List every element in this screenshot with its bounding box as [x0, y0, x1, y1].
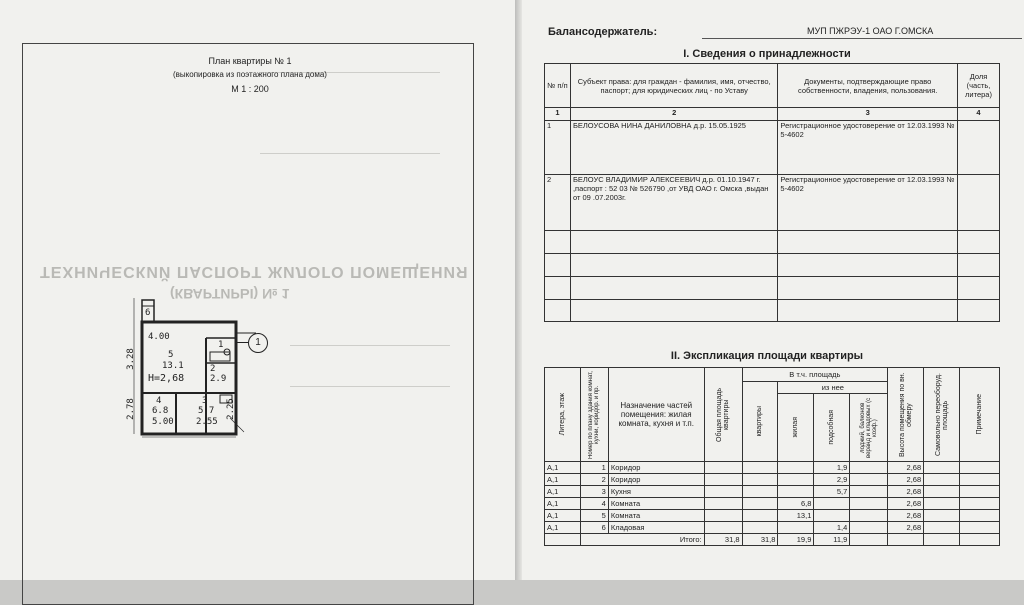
area-col-aux: [814, 394, 850, 462]
page-fold: [515, 0, 522, 580]
area-col-litera: [545, 368, 581, 462]
area-height: 2,68: [888, 486, 924, 498]
area-purpose: Комната: [608, 498, 704, 510]
area-col-total: [704, 368, 742, 462]
ownership-col-share: Доля (часть, литера): [958, 64, 1000, 108]
area-total-empty: [545, 534, 581, 546]
axis-leader: [236, 342, 248, 343]
area-apartment: [742, 486, 778, 498]
area-total: [704, 462, 742, 474]
area-apartment: [742, 462, 778, 474]
holder-value: МУП ПЖРЭУ-1 ОАО Г.ОМСКА: [807, 26, 934, 36]
plan-room4-area: 6.8: [152, 406, 169, 416]
area-row: [545, 498, 1000, 510]
plan-dim-top: 4.00: [148, 332, 170, 342]
area-note: [960, 462, 1000, 474]
area-num: 5: [580, 510, 608, 522]
area-apartment: [742, 510, 778, 522]
area-col-room-num: [580, 368, 608, 462]
ownership-row: [545, 121, 1000, 175]
ownership-table: [544, 63, 1000, 322]
area-loggia: [850, 462, 888, 474]
area-purpose: Кухня: [608, 486, 704, 498]
left-page: [0, 0, 515, 580]
area-total-empty: [960, 534, 1000, 546]
area-col-apartment: [742, 382, 778, 462]
area-litera: А,1: [545, 510, 581, 522]
area-col-loggia-label: лоджий, балконов веранд и кладовых (с коэф.): [859, 397, 878, 458]
ownership-empty-row: [545, 254, 1000, 277]
area-total-total: 31,8: [704, 534, 742, 546]
area-aux: 5,7: [814, 486, 850, 498]
ownership-header-row: [545, 64, 1000, 108]
area-unauth: [924, 498, 960, 510]
area-living: [778, 486, 814, 498]
area-litera: А,1: [545, 486, 581, 498]
area-apartment: [742, 474, 778, 486]
area-aux: 1,4: [814, 522, 850, 534]
area-col-unauth: [924, 368, 960, 462]
holder-underline: [702, 38, 1022, 39]
ownership-col-docs: Документы, подтверждающие право собственности, владения, пользования.: [778, 64, 958, 108]
area-loggia: [850, 474, 888, 486]
area-note: [960, 522, 1000, 534]
area-height: 2,68: [888, 522, 924, 534]
area-living: 13,1: [778, 510, 814, 522]
area-num: 1: [580, 462, 608, 474]
area-total-apartment: 31,8: [742, 534, 778, 546]
area-col-unauth-label: Самовольно переоборуд. площадь: [934, 373, 949, 456]
ownership-col-num: № п/п: [545, 64, 571, 108]
ownership-num: 1: [545, 121, 571, 175]
plan-room5-height: Н=2,68: [148, 373, 185, 384]
floor-plan: [126, 288, 266, 438]
plan-dim-left-upper: 3.28: [125, 348, 136, 370]
area-height: 2,68: [888, 510, 924, 522]
area-col-of-which: из нее: [778, 382, 888, 394]
area-row: [545, 486, 1000, 498]
area-loggia: [850, 522, 888, 534]
area-unauth: [924, 522, 960, 534]
plan-room3-num: 3: [202, 396, 208, 406]
plan-subtitle: (выкопировка из поэтажного плана дома): [173, 70, 327, 79]
area-num: 4: [580, 498, 608, 510]
area-total: [704, 498, 742, 510]
ownership-colnum: 4: [958, 108, 1000, 121]
area-unauth: [924, 486, 960, 498]
area-row: [545, 522, 1000, 534]
area-unauth: [924, 462, 960, 474]
area-num: 6: [580, 522, 608, 534]
area-height: 2,68: [888, 474, 924, 486]
area-purpose: Коридор: [608, 474, 704, 486]
plan-dim-right: 2.25: [225, 398, 236, 420]
ownership-subject: БЕЛОУС ВЛАДИМИР АЛЕКСЕЕВИЧ д.р. 01.10.1947 г. ,паспорт : 52 03 № 526790 ,от УВД ОАО г. Омска ,выдан от 09 .07.2003г.: [570, 175, 777, 231]
area-total-empty: [888, 534, 924, 546]
area-col-living-label: жилая: [792, 417, 800, 438]
ownership-share: [958, 175, 1000, 231]
area-aux: 2,9: [814, 474, 850, 486]
ownership-num: 2: [545, 175, 571, 231]
plan-room3-area: 5.7: [198, 406, 215, 416]
area-litera: А,1: [545, 474, 581, 486]
area-unauth: [924, 510, 960, 522]
area-apartment: [742, 522, 778, 534]
area-note: [960, 498, 1000, 510]
area-note: [960, 510, 1000, 522]
area-aux: [814, 498, 850, 510]
area-total: [704, 474, 742, 486]
plan-room2-num: 2: [210, 364, 216, 374]
plan-room5-area: 13.1: [162, 361, 184, 371]
plan-title: План квартиры № 1: [208, 56, 292, 66]
area-row: [545, 462, 1000, 474]
area-col-note: [960, 368, 1000, 462]
area-living: [778, 474, 814, 486]
area-height: 2,68: [888, 462, 924, 474]
ownership-colnum: 3: [778, 108, 958, 121]
area-living: 6,8: [778, 498, 814, 510]
area-total: [704, 522, 742, 534]
ownership-subject: БЕЛОУСОВА НИНА ДАНИЛОВНА д.р. 15.05.1925: [570, 121, 777, 175]
area-row: [545, 474, 1000, 486]
plan-scale: М 1 : 200: [231, 84, 269, 94]
area-table: [544, 367, 1000, 546]
ownership-docs: Регистрационное удостоверение от 12.03.1993 № 5-4602: [778, 175, 958, 231]
area-total: [704, 510, 742, 522]
area-num: 3: [580, 486, 608, 498]
plan-room3-dim: 2.55: [196, 417, 218, 427]
ownership-row: [545, 175, 1000, 231]
area-col-apartment-label: квартиры: [756, 406, 764, 437]
plan-room5-num: 5: [168, 350, 174, 360]
section1-title: I. Сведения о принадлежности: [683, 48, 851, 60]
area-col-incl: В т.ч. площадь: [742, 368, 888, 382]
plan-room4-num: 4: [156, 396, 162, 406]
area-total-row: [545, 534, 1000, 546]
area-col-living: [778, 394, 814, 462]
area-num: 2: [580, 474, 608, 486]
ownership-colnum: 1: [545, 108, 571, 121]
area-purpose: Комната: [608, 510, 704, 522]
area-total: [704, 486, 742, 498]
ownership-empty-row: [545, 231, 1000, 254]
area-loggia: [850, 486, 888, 498]
area-living: [778, 522, 814, 534]
area-col-litera-label: Литера, этаж: [558, 393, 566, 436]
area-total-empty: [924, 534, 960, 546]
holder-label: Балансодержатель:: [548, 26, 658, 38]
area-col-total-label: Общая площадь квартиры: [716, 387, 731, 442]
right-page: [522, 0, 1024, 580]
ghost-passport-title: ТЕХНИЧЕСКИЙ ПАСПОРТ ЖИЛОГО ПОМЕЩЕНИЯ: [40, 263, 469, 280]
area-litera: А,1: [545, 522, 581, 534]
area-litera: А,1: [545, 462, 581, 474]
ownership-empty-row: [545, 277, 1000, 300]
ghost-passport-subtitle: (КВАРТИРЫ) № 1: [170, 286, 290, 302]
section2-title: II. Экспликация площади квартиры: [670, 350, 864, 362]
plan-dim-left-lower: 2.78: [125, 398, 136, 420]
area-loggia: [850, 498, 888, 510]
area-height: 2,68: [888, 498, 924, 510]
ownership-share: [958, 121, 1000, 175]
area-purpose: Кладовая: [608, 522, 704, 534]
area-col-aux-label: подсобная: [828, 410, 836, 445]
area-aux: [814, 510, 850, 522]
area-aux: 1,9: [814, 462, 850, 474]
area-total-label: Итого:: [580, 534, 704, 546]
ownership-col-subject: Субъект права: для граждан - фамилия, имя, отчество, паспорт; для юридических лиц - по Уставу: [570, 64, 777, 108]
axis-marker: 1: [248, 333, 268, 353]
ownership-colnum-row: [545, 108, 1000, 121]
area-col-height-label: Высота помещения по вн. обмеру: [898, 372, 913, 457]
area-loggia: [850, 510, 888, 522]
plan-room1-num: 1: [218, 340, 224, 350]
area-litera: А,1: [545, 498, 581, 510]
area-note: [960, 486, 1000, 498]
area-col-height: [888, 368, 924, 462]
ownership-docs: Регистрационное удостоверение от 12.03.1993 № 5-4602: [778, 121, 958, 175]
area-apartment: [742, 498, 778, 510]
area-unauth: [924, 474, 960, 486]
area-col-note-label: Примечание: [976, 394, 984, 435]
plan-label-stair: 6: [145, 308, 151, 318]
ownership-colnum: 2: [570, 108, 777, 121]
area-note: [960, 474, 1000, 486]
area-living: [778, 462, 814, 474]
area-header-row: [545, 368, 1000, 382]
area-total-empty: [850, 534, 888, 546]
ownership-empty-row: [545, 300, 1000, 322]
area-row: [545, 510, 1000, 522]
plan-room4-dim: 5.00: [152, 417, 174, 427]
area-col-loggia: [850, 394, 888, 462]
area-purpose: Коридор: [608, 462, 704, 474]
area-col-room-num-label: Номер по плану здания комнат, кухни, коридор. и пр.: [588, 370, 601, 459]
plan-room2-area: 2.9: [210, 374, 227, 384]
area-total-living: 19,9: [778, 534, 814, 546]
area-total-aux: 11,9: [814, 534, 850, 546]
area-col-purpose: Назначение частей помещения: жилая комната, кухня и т.п.: [608, 368, 704, 462]
